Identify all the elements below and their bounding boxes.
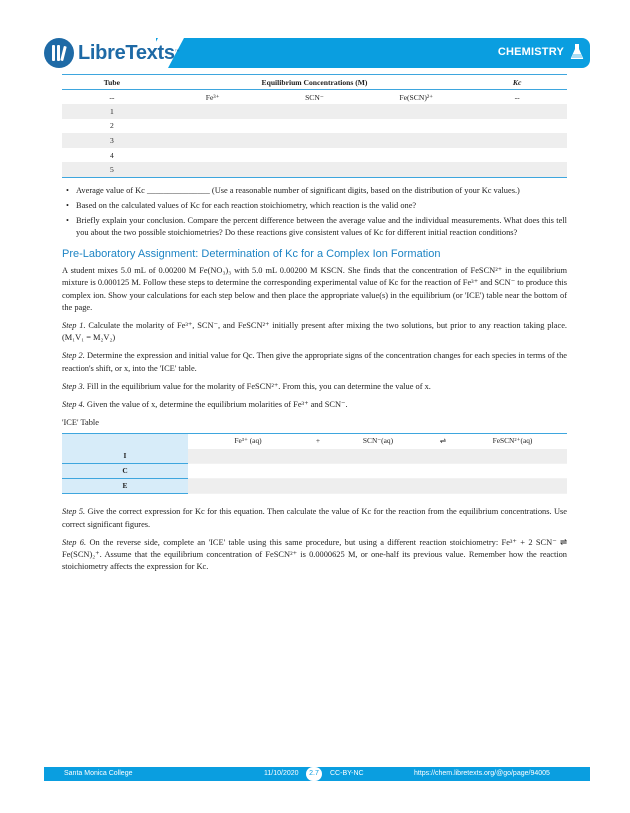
subheader-scn: SCN⁻ <box>305 92 324 102</box>
footer-url-link[interactable]: https://chem.libretexts.org/@go/page/94005 <box>414 770 550 777</box>
ice-header-row: Fe³⁺ (aq) + SCN⁻(aq) ⇌ FeSCN²⁺(aq) <box>62 434 567 449</box>
col-header-kc: Kc <box>467 75 567 90</box>
col-header-concentrations: Equilibrium Concentrations (M) <box>162 75 467 90</box>
table-row: 2 <box>109 121 114 131</box>
libretexts-logo[interactable]: LibreTexts ™ <box>44 36 180 70</box>
page-header <box>44 36 590 70</box>
table-header-row <box>62 75 567 90</box>
ice-row-initial: I <box>62 449 567 464</box>
equilibrium-concentrations-table <box>62 74 567 178</box>
logo-text: LibreTexts <box>78 41 175 64</box>
step-1: Step 1. Calculate the molarity of Fe³⁺, SCN⁻, and FeSCN²⁺ initially present after mixing the two solutions, but prior to any reaction taking place. (M₁V₁ = M₂V₂) <box>62 321 567 343</box>
intro-paragraph: A student mixes 5.0 mL of 0.00200 M Fe(NO₃)₃ with 5.0 mL 0.00200 M KSCN. She finds that the concentration of FeSCN²⁺ in the equilibrium mixture is 0.000125 M. Follow these steps to determine the corresponding experimental value of Kc for the reaction of Fe³⁺ and SCN⁻ to produce this complex ion. Show your calculations for each step below and then place the appropriate value(s) in the equilibrium (or 'ICE') table near the bottom of the page. <box>62 266 567 312</box>
ice-table <box>62 433 567 494</box>
step-2: Step 2. Determine the expression and initial value for Qc. Then give the appropriate signs of the concentration changes for each species in terms of the reaction's shift, or x, into the 'ICE' table. <box>62 351 567 373</box>
ice-row-equilibrium: E <box>62 479 567 494</box>
page-number: 2.7 <box>306 767 322 781</box>
ice-species-fescn: FeSCN²⁺(aq) <box>458 434 567 449</box>
subject-label: CHEMISTRY <box>497 46 564 58</box>
libretexts-logo-icon <box>44 38 74 68</box>
table-row: 5 <box>62 162 567 177</box>
footer-college: Santa Monica College <box>64 770 133 777</box>
step-3: Step 3. Fill in the equilibrium value for the molarity of FeSCN²⁺. From this, you can determine the value of x. <box>62 381 431 391</box>
col-header-tube: Tube <box>62 75 162 90</box>
ice-row-change: C <box>62 464 567 479</box>
table-row: 4 <box>109 150 114 160</box>
step-4: Step 4. Given the value of x, determine the equilibrium molarities of Fe³⁺ and SCN⁻. <box>62 399 348 409</box>
footer-license: CC-BY-NC <box>330 770 364 777</box>
section-title: Pre-Laboratory Assignment: Determination of Kc for a Complex Ion Formation <box>62 248 441 261</box>
table-row: 3 <box>62 133 567 148</box>
table-row: 1 <box>62 104 567 119</box>
ice-table-label: 'ICE' Table <box>62 418 99 428</box>
step-6: Step 6. On the reverse side, complete an 'ICE' table using this same procedure, but using a different reaction stoichiometry: Fe³⁺ + 2 SCN⁻ ⇌ Fe(SCN)₂⁺. Assume that the equilibrium concentration of FeSCN²⁺ is 0.0000625 M, or one-half its previous value. Remember how the reaction stoichiometry affects the expression for Kc. <box>62 537 568 572</box>
flask-icon <box>570 43 584 60</box>
list-item: • Based on the calculated values of Kc for each reaction stoichiometry, which reaction is the valid one? <box>66 200 567 212</box>
list-item: • Average value of Kc _______________ (Use a reasonable number of significant digits, based on the distribution of your Kc values.) <box>66 185 567 197</box>
list-item: • Briefly explain your conclusion. Compare the percent difference between the average value and the individual measurements. What does this tell you about the two possible stoichiometries? Do these reactions give consistent values of Kc for different initial reaction conditions? <box>66 215 567 239</box>
subheader-fescn: Fe(SCN)²⁺ <box>399 92 434 102</box>
ice-species-scn: SCN⁻(aq) <box>328 434 428 449</box>
equilibrium-arrow: ⇌ <box>428 434 458 449</box>
ice-species-fe3: Fe³⁺ (aq) <box>188 434 308 449</box>
question-list <box>62 185 567 240</box>
step-5: Step 5. Give the correct expression for Kc for this equation. Then calculate the value of Kc for the reaction from the equilibrium concentrations. Use correct significant figures. <box>62 507 567 529</box>
footer-date: 11/10/2020 <box>264 770 299 777</box>
page-footer <box>44 767 590 781</box>
page-content <box>62 74 567 579</box>
subheader-fe3: Fe³⁺ <box>205 92 220 102</box>
table-subheader-row: -- Fe³⁺ SCN⁻ Fe(SCN)²⁺ -- <box>62 90 567 105</box>
